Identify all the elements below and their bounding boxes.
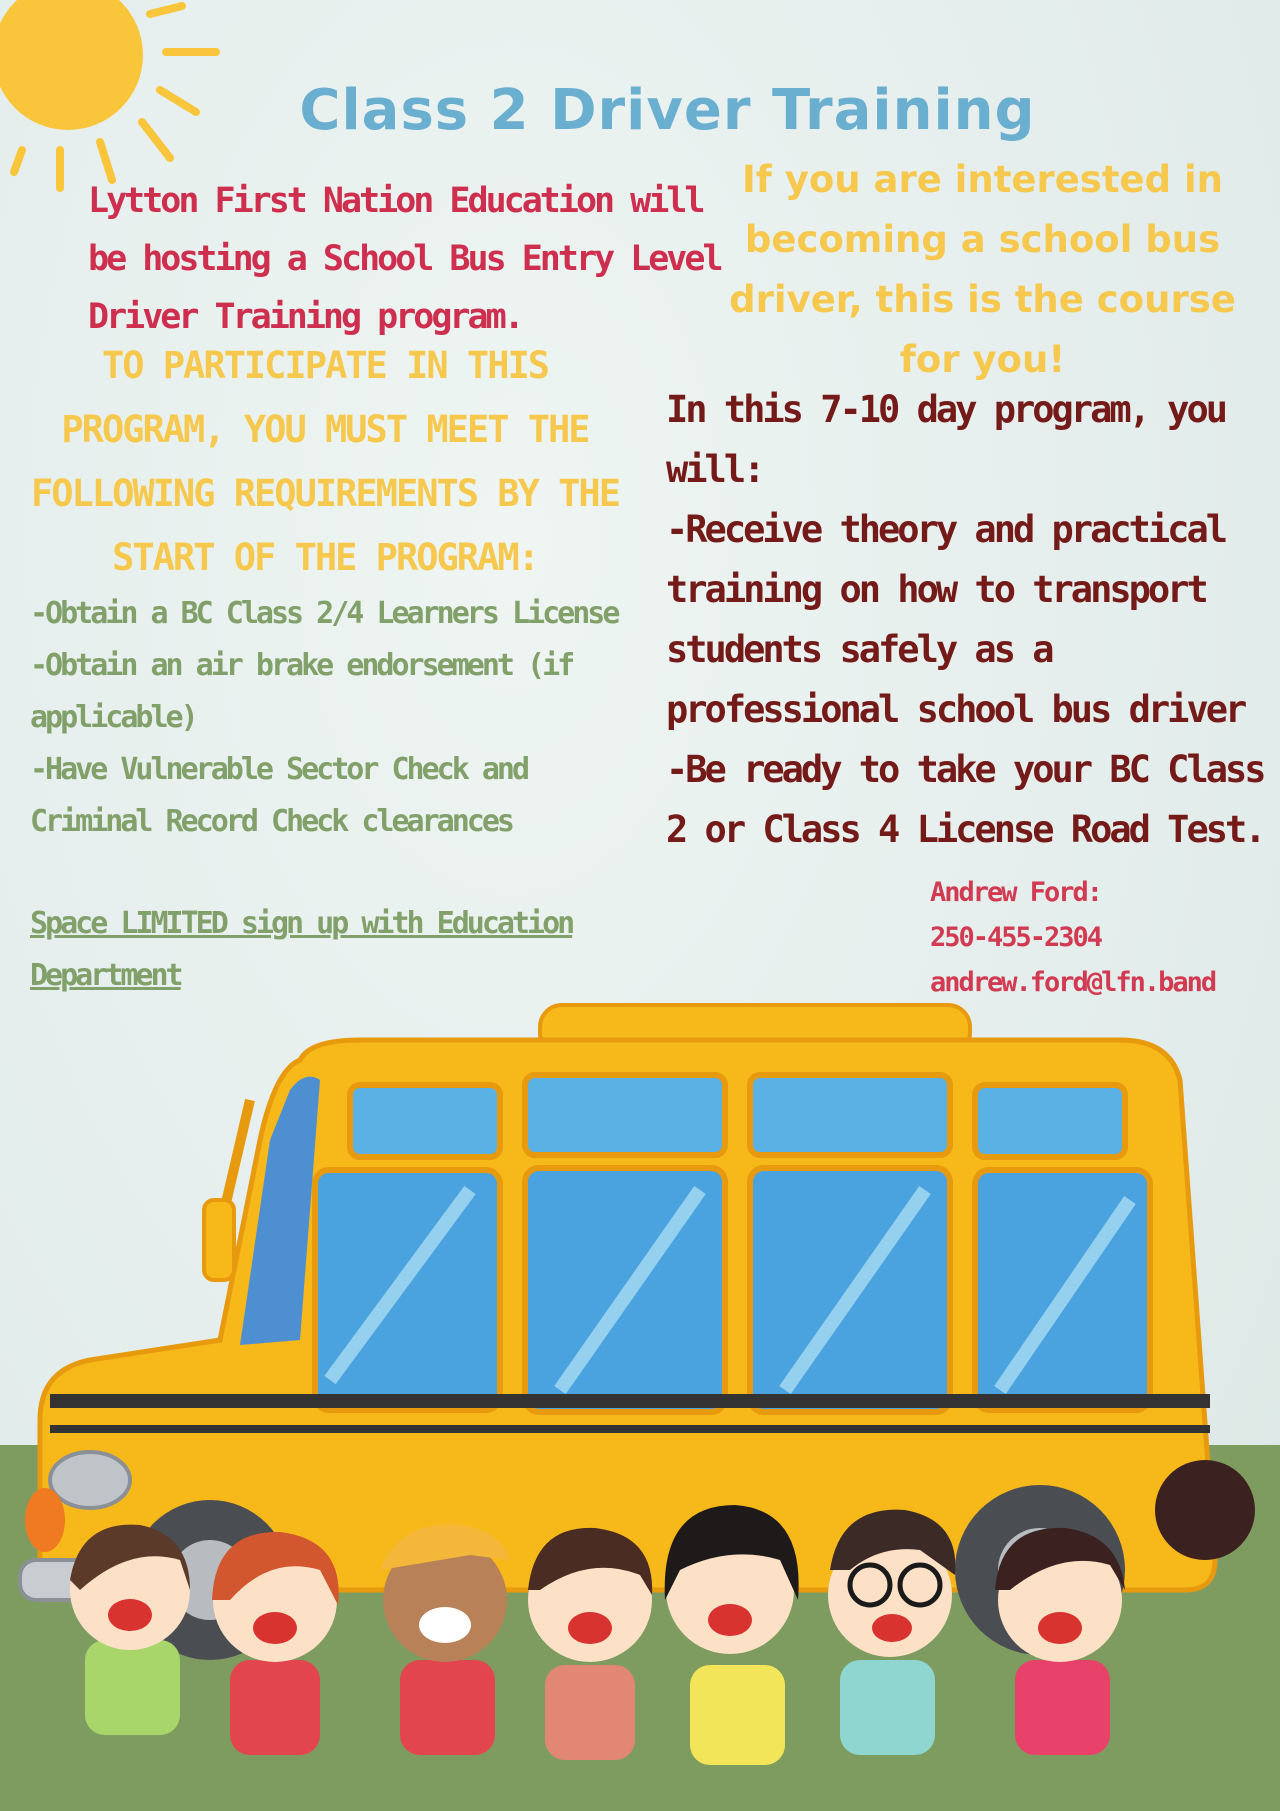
program-item: -Be ready to take your BC Class 2 or Class 4 License Road Test.: [666, 748, 1264, 851]
requirements-heading: TO PARTICIPATE IN THIS PROGRAM, YOU MUST MEET THE FOLLOWING REQUIREMENTS BY THE START OF THE PROGRAM:: [30, 344, 619, 579]
requirements-list: [30, 588, 640, 848]
page-title: Class 2 Driver Training: [299, 78, 1036, 143]
program-details: [666, 380, 1266, 860]
contact-name: Andrew Ford:: [930, 877, 1102, 908]
intro-text: Lytton First Nation Education will be hosting a School Bus Entry Level Driver Training program.: [88, 181, 721, 337]
requirement-item: -Have Vulnerable Sector Check and Criminal Record Check clearances: [30, 752, 528, 839]
requirement-item: -Obtain a BC Class 2/4 Learners License: [30, 596, 618, 631]
requirement-item: -Obtain an air brake endorsement (if applicable): [30, 648, 573, 735]
contact-info: [930, 870, 1270, 1005]
contact-email[interactable]: andrew.ford@lfn.band: [930, 967, 1216, 998]
signup-link[interactable]: Space LIMITED sign up with Education Department: [30, 906, 573, 993]
interest-text: If you are interested in becoming a school bus driver, this is the course for you!: [729, 158, 1236, 381]
program-intro: In this 7-10 day program, you will:: [666, 388, 1226, 491]
contact-phone[interactable]: 250-455-2304: [930, 922, 1102, 953]
signup-note: [30, 898, 590, 1002]
program-item: -Receive theory and practical training on how to transport students safely as a professional school bus driver: [666, 508, 1245, 731]
